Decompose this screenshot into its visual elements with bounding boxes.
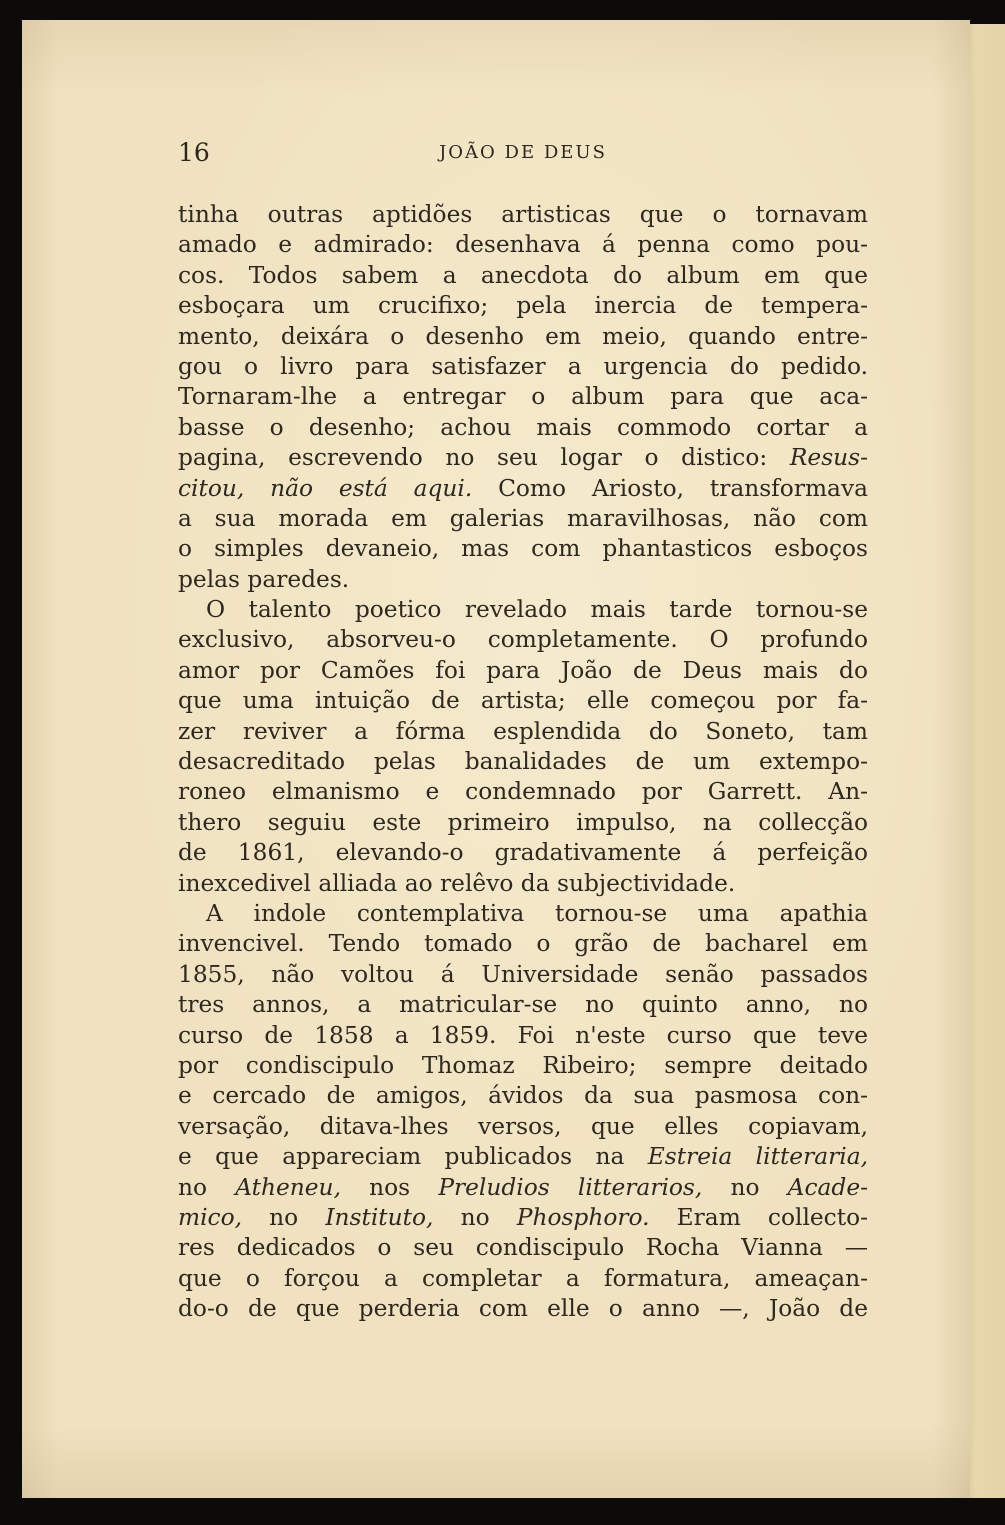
text-segment: por condiscipulo Thomaz Ribeiro; sempre deitado bbox=[178, 1051, 868, 1079]
text-line bbox=[178, 717, 868, 747]
text-line bbox=[178, 808, 868, 838]
text-line bbox=[178, 1203, 868, 1233]
text-segment: A indole contemplativa tornou-se uma apathia bbox=[206, 899, 868, 927]
text-segment: roneo elmanismo e condemnado por Garrett. An- bbox=[178, 778, 868, 806]
text-segment: Tornaram-lhe a entregar o album para que aca- bbox=[178, 383, 868, 411]
text-line bbox=[178, 929, 868, 959]
text-line bbox=[178, 1173, 868, 1203]
text-segment: 1855, não voltou á Universidade senão passados bbox=[178, 960, 868, 988]
text-line bbox=[178, 443, 868, 473]
text-line bbox=[178, 1021, 868, 1051]
text-segment: basse o desenho; achou mais commodo cortar a bbox=[178, 413, 868, 441]
text-segment: zer reviver a fórma esplendida do Soneto, tam bbox=[178, 717, 868, 745]
italic-title: Estreia litteraria, bbox=[647, 1143, 868, 1171]
text-segment: no bbox=[433, 1203, 517, 1231]
text-line bbox=[178, 291, 868, 321]
text-segment: pelas paredes. bbox=[178, 565, 350, 593]
text-segment: o simples devaneio, mas com phantasticos esboços bbox=[178, 535, 868, 563]
text-segment: versação, ditava-lhes versos, que elles copiavam, bbox=[178, 1112, 868, 1140]
text-line bbox=[178, 777, 868, 807]
text-segment: pagina, escrevendo no seu logar o distico: bbox=[178, 444, 790, 472]
text-line bbox=[178, 382, 868, 412]
text-segment: de 1861, elevando-o gradativamente á perfeição bbox=[178, 839, 868, 867]
text-segment: mento, deixára o desenho em meio, quando entre- bbox=[178, 322, 868, 350]
italic-title: mico, bbox=[178, 1203, 243, 1231]
text-segment: tres annos, a matricular-se no quinto anno, no bbox=[178, 991, 868, 1019]
text-line bbox=[178, 1233, 868, 1263]
text-line bbox=[178, 838, 868, 868]
text-segment: no bbox=[702, 1173, 788, 1201]
text-segment: que o forçou a completar a formatura, ameaçan- bbox=[178, 1264, 868, 1292]
text-segment: curso de 1858 a 1859. Foi n'este curso que teve bbox=[178, 1021, 868, 1049]
text-segment: do-o de que perderia com elle o anno —, João de bbox=[178, 1295, 868, 1323]
text-line bbox=[178, 200, 868, 230]
running-header bbox=[178, 138, 868, 174]
text-segment: no bbox=[178, 1173, 236, 1201]
italic-title: Preludios litterarios, bbox=[438, 1173, 703, 1201]
text-line bbox=[178, 534, 868, 564]
text-line bbox=[178, 1051, 868, 1081]
text-line bbox=[178, 1264, 868, 1294]
text-segment: esboçara um crucifixo; pela inercia de tempera- bbox=[178, 292, 868, 320]
italic-title: Atheneu, bbox=[235, 1173, 341, 1201]
text-segment: nos bbox=[340, 1173, 439, 1201]
text-segment: res dedicados o seu condiscipulo Rocha Vianna — bbox=[178, 1234, 868, 1262]
text-segment: exclusivo, absorveu-o completamente. O profundo bbox=[178, 626, 868, 654]
text-segment: e cercado de amigos, ávidos da sua pasmosa con- bbox=[178, 1082, 868, 1110]
text-segment: Como Ariosto, transformava bbox=[472, 474, 868, 502]
text-segment: que uma intuição de artista; elle começou por fa- bbox=[178, 687, 868, 715]
text-line bbox=[178, 686, 868, 716]
text-segment: invencivel. Tendo tomado o grão de bacharel em bbox=[178, 930, 868, 958]
italic-title: Instituto, bbox=[325, 1203, 434, 1231]
text-segment: tinha outras aptidões artisticas que o tornavam bbox=[178, 201, 868, 228]
text-segment: desacreditado pelas banalidades de um extempo- bbox=[178, 748, 868, 776]
italic-title: Resus- bbox=[789, 444, 868, 472]
text-line bbox=[178, 656, 868, 686]
text-line bbox=[178, 869, 868, 899]
text-line bbox=[178, 565, 868, 595]
text-line bbox=[178, 1112, 868, 1142]
text-line bbox=[178, 474, 868, 504]
text-segment: amor por Camões foi para João de Deus mais do bbox=[178, 656, 868, 684]
italic-title: Phosphoro. bbox=[516, 1203, 650, 1231]
text-line bbox=[178, 960, 868, 990]
text-line bbox=[178, 352, 868, 382]
italic-title: Acade- bbox=[787, 1173, 869, 1201]
text-segment: amado e admirado: desenhava á penna como pou- bbox=[178, 231, 868, 259]
italic-title: citou, não está aqui. bbox=[178, 474, 473, 502]
running-title: JOÃO DE DEUS bbox=[439, 142, 607, 163]
page-number: 16 bbox=[178, 138, 210, 167]
text-line bbox=[178, 230, 868, 260]
text-line bbox=[178, 322, 868, 352]
text-segment: e que appareciam publicados na bbox=[178, 1143, 648, 1171]
text-line bbox=[178, 1142, 868, 1172]
text-line bbox=[178, 747, 868, 777]
text-segment: thero seguiu este primeiro impulso, na collecção bbox=[178, 808, 868, 836]
text-segment: cos. Todos sabem a anecdota do album em que bbox=[178, 261, 868, 289]
text-segment: O talento poetico revelado mais tarde tornou-se bbox=[206, 596, 868, 624]
text-segment: no bbox=[242, 1203, 326, 1231]
text-segment: a sua morada em galerias maravilhosas, não com bbox=[178, 504, 868, 532]
text-line bbox=[178, 1294, 868, 1324]
text-line bbox=[178, 504, 868, 534]
text-line bbox=[178, 413, 868, 443]
body-text bbox=[178, 200, 868, 1324]
paragraph-start-line bbox=[178, 899, 868, 929]
text-segment: Eram collecto- bbox=[649, 1203, 868, 1231]
text-line bbox=[178, 1081, 868, 1111]
text-line bbox=[178, 261, 868, 291]
text-line bbox=[178, 990, 868, 1020]
text-segment: gou o livro para satisfazer a urgencia do pedido. bbox=[178, 352, 868, 380]
text-line bbox=[178, 625, 868, 655]
text-segment: inexcedivel alliada ao relêvo da subjectividade. bbox=[178, 869, 736, 897]
paragraph-start-line bbox=[178, 595, 868, 625]
